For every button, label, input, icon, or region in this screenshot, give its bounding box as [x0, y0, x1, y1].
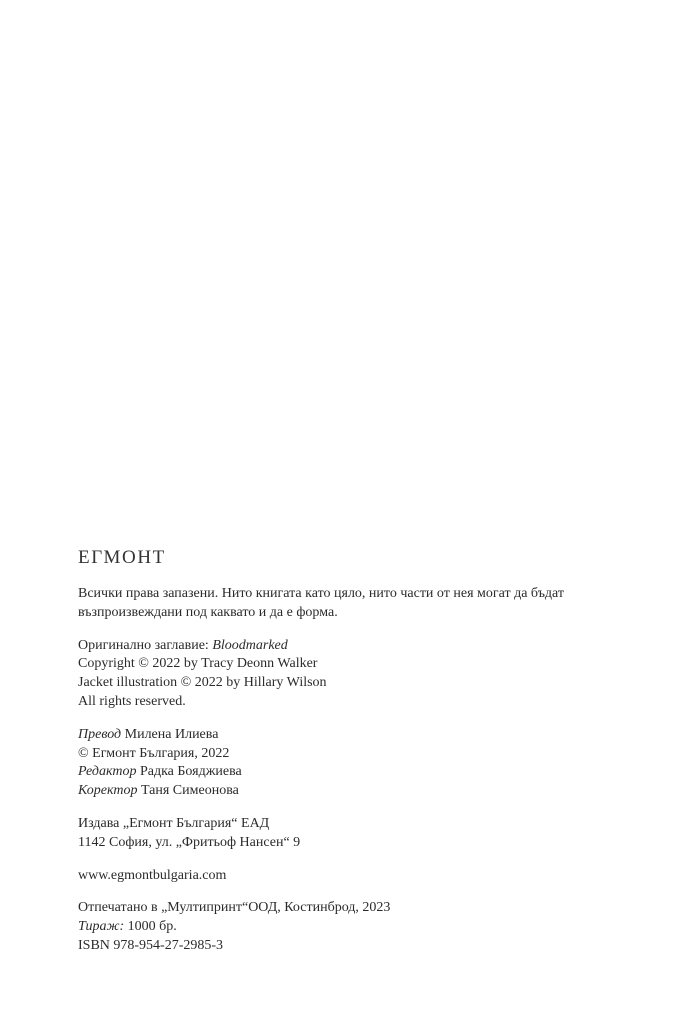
editor-name: Радка Бояджиева [136, 764, 242, 780]
publisher-block [78, 815, 638, 853]
proofreader-label: Коректор [78, 783, 138, 799]
publisher-address-line: 1142 София, ул. „Фритьоф Нансен“ 9 [78, 834, 301, 850]
rights-block [78, 585, 638, 623]
isbn-line: ISBN 978-954-27-2985-3 [78, 937, 224, 953]
printing-block [78, 899, 638, 955]
print-run-line [78, 918, 638, 937]
publisher-website: www.egmontbulgaria.com [78, 867, 227, 883]
print-run-label: Тираж: [78, 919, 125, 935]
website-block [78, 867, 638, 886]
translator-name: Милена Илиева [121, 726, 219, 742]
editor-label: Редактор [78, 764, 137, 780]
print-run-value: 1000 бр. [124, 919, 177, 935]
all-rights-line: All rights reserved. [78, 693, 186, 709]
editor-line [78, 763, 638, 782]
printed-line: Отпечатано в „Мултипринт“ООД, Костинброд, 2023 [78, 900, 391, 916]
proofreader-line [78, 782, 638, 801]
original-copyright-block [78, 637, 638, 712]
rights-statement: Всички права запазени. Нито книгата като цяло, нито части от нея могат да бъдат възпроизвеждани под каквато и да е форма. [78, 586, 565, 620]
original-title-line [78, 637, 638, 656]
original-title-value: Bloodmarked [212, 637, 288, 653]
bg-copyright-line: © Егмонт България, 2022 [78, 745, 230, 761]
original-title-label: Оригинално заглавие: [78, 637, 213, 653]
jacket-illustration-line: Jacket illustration © 2022 by Hillary Wilson [78, 675, 327, 691]
publisher-logo: ЕГМОНТ [78, 547, 166, 568]
translation-label: Превод [78, 726, 122, 742]
colophon [78, 546, 638, 970]
copyright-line: Copyright © 2022 by Tracy Deonn Walker [78, 656, 318, 672]
credits-block [78, 726, 638, 801]
proofreader-name: Таня Симеонова [137, 783, 239, 799]
translation-line [78, 726, 638, 745]
publisher-name-line: Издава „Егмонт България“ ЕАД [78, 815, 270, 831]
